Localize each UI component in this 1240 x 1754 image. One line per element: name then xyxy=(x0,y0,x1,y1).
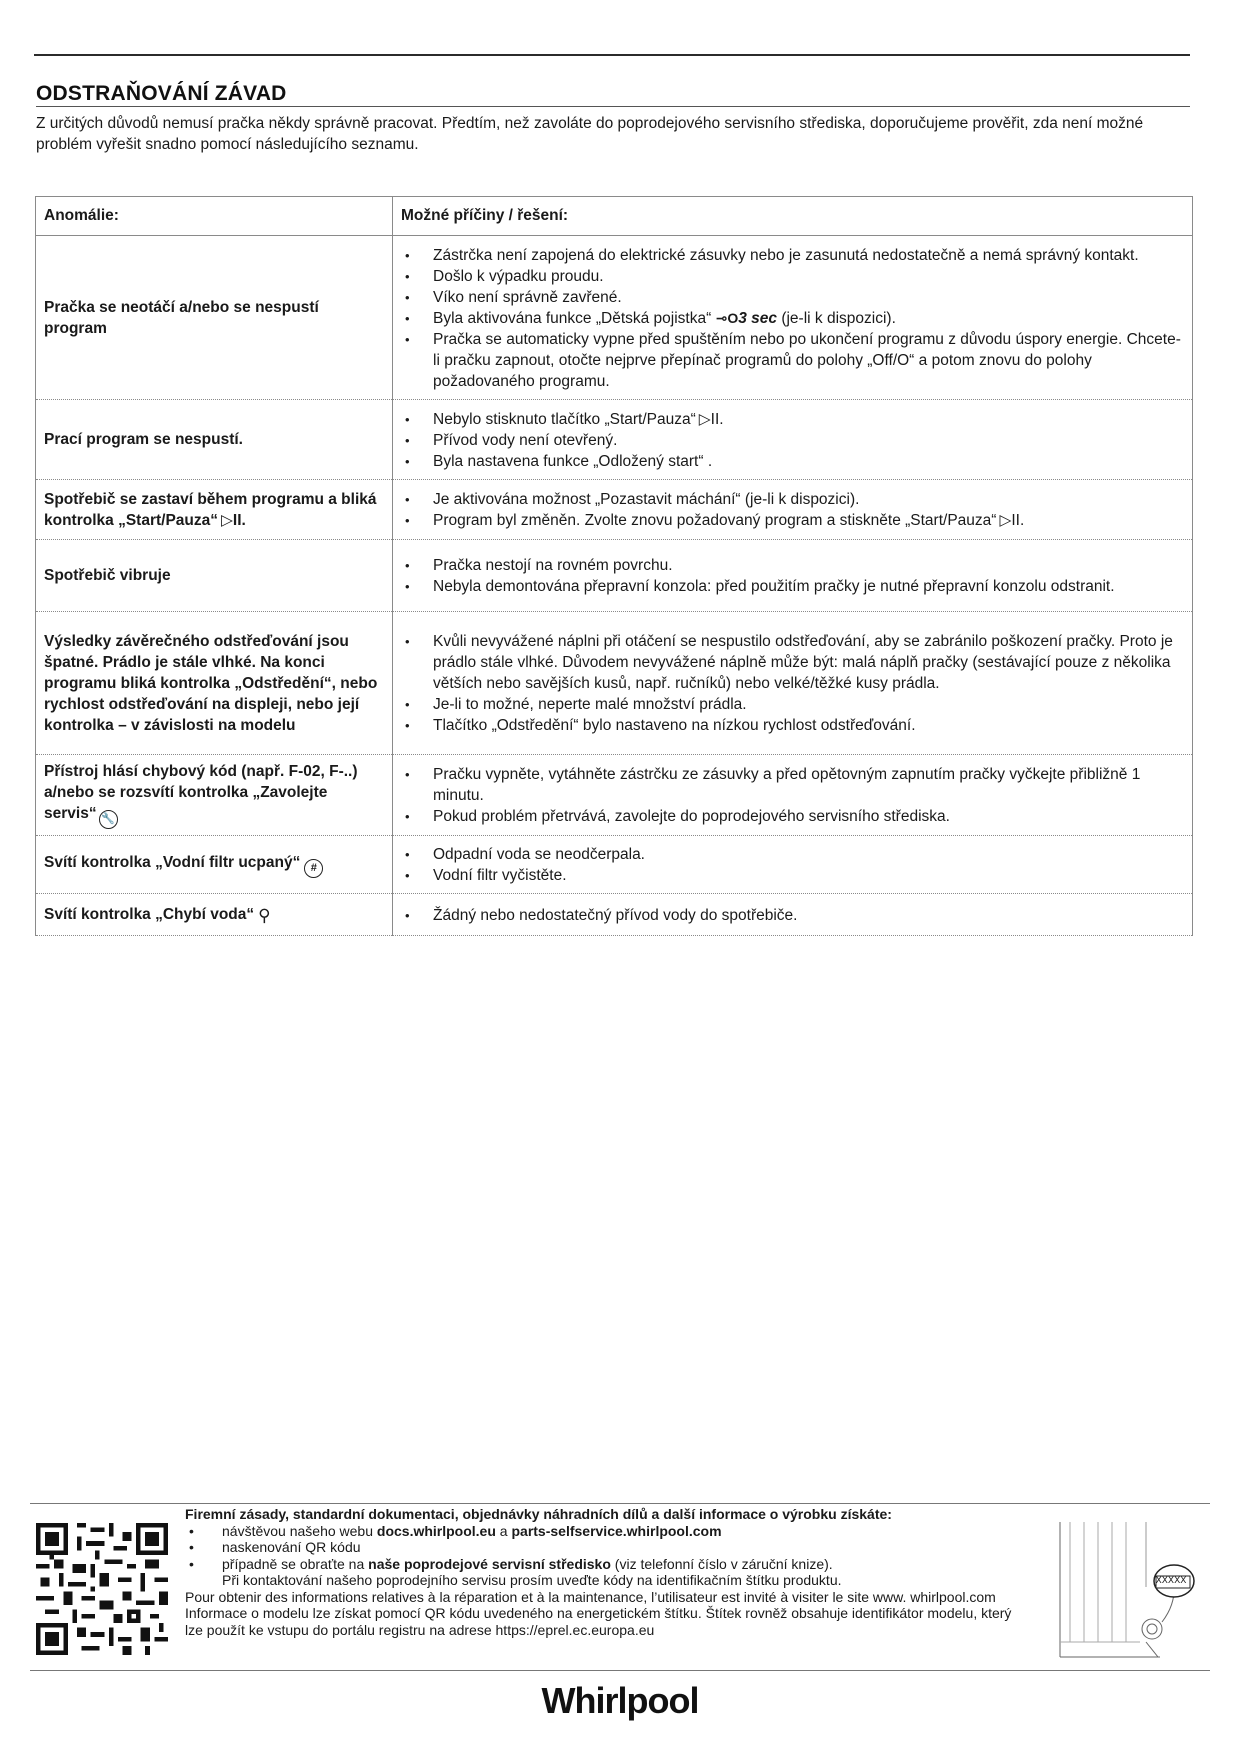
cause-text: Program byl změněn. Zvolte znovu požadovaný program a stiskněte „Start/Pauza“ xyxy=(433,512,997,529)
contact-bold: naše poprodejové servisní středisko xyxy=(368,1555,611,1572)
child-lock-icon: ⊸O xyxy=(715,309,739,326)
visit-prefix: návštěvou našeho webu xyxy=(222,1522,373,1539)
child-lock-suffix: (je-li k dispozici). xyxy=(781,309,896,327)
cause-item: • Pračka nestojí na rovném povrchu. xyxy=(401,555,1184,576)
cause-item: • Zástrčka není zapojená do elektrické zásuvky nebo je zasunutá nedostatečně a nemá správný kontakt. xyxy=(401,245,1184,266)
anomaly-cell xyxy=(36,894,393,936)
cause-item: • Nebyla demontována přepravní konzola: před použitím pračky je nutné přepravní konzolu odstranit. xyxy=(401,576,1184,597)
causes-cell xyxy=(393,400,1193,480)
anomaly-text: Svítí kontrolka „Vodní filtr ucpaný“ xyxy=(44,853,301,871)
anomaly-cell: Pračka se neotáčí a/nebo se nespustí program xyxy=(36,236,393,400)
qr-code xyxy=(36,1523,168,1655)
causes-cell xyxy=(393,540,1193,612)
intro-paragraph: Z určitých důvodů nemusí pračka někdy správně pracovat. Předtím, než zavoláte do poprodejového servisního střediska, doporučujeme prověřit, zda není možné problém vyřešit snadno pomocí následujícího seznamu. xyxy=(36,115,1144,153)
top-rule xyxy=(34,54,1190,56)
causes-cell xyxy=(393,836,1193,894)
table-row xyxy=(36,836,1193,894)
anomaly-text: Svítí kontrolka „Chybí voda“ xyxy=(44,905,255,923)
table-row xyxy=(36,540,1193,612)
causes-cell xyxy=(393,480,1193,540)
footer-info xyxy=(185,1506,1025,1638)
table-row xyxy=(36,612,1193,755)
start-pause-icon: ▷II. xyxy=(999,512,1025,529)
cause-item: • Odpadní voda se neodčerpala. xyxy=(401,844,1184,865)
contact-note: Při kontaktování našeho poprodejního servisu prosím uveďte kódy na identifikačním štítku produktu. xyxy=(222,1572,842,1588)
footer-heading: Firemní zásady, standardní dokumentaci, objednávky náhradních dílů a další informace o výrobku získáte: xyxy=(185,1506,892,1522)
table-row xyxy=(36,755,1193,836)
footer-rule-bottom xyxy=(30,1670,1210,1671)
cause-item: • Je aktivována možnost „Pozastavit máchání“ (je-li k dispozici). xyxy=(401,489,1184,510)
docs-link[interactable]: docs.whirlpool.eu xyxy=(376,1522,496,1539)
title-rule xyxy=(36,106,1190,107)
wrench-icon: 🔧 xyxy=(99,810,118,829)
cause-item xyxy=(401,409,1184,430)
cause-item: • Přívod vody není otevřený. xyxy=(401,430,1184,451)
cause-item: • Pračku vypněte, vytáhněte zástrčku ze zásuvky a před opětovným zapnutím pračky vyčkejte přibližně 1 minutu. xyxy=(401,764,1184,806)
causes-cell xyxy=(393,612,1193,755)
child-lock-time: 3 sec xyxy=(738,309,778,327)
start-pause-icon: ▷II. xyxy=(221,511,246,529)
cause-item: • Víko není správně zavřené. xyxy=(401,287,1184,308)
anomaly-cell: Výsledky závěrečného odstřeďování jsou špatné. Prádlo je stále vlhké. Na konci programu bliká kontrolka „Odstředění“, nebo rychlost odstřeďování na displeji, nebo její kontrolka – v závislosti na modelu xyxy=(36,612,393,755)
cause-item: • Pračka se automaticky vypne před spuštěním nebo po ukončení programu z důvodu úspory energie. Chcete-li pračku zapnout, otočte nejprve přepínač programů do polohy „Off/O“ a potom znovu do polohy požadovaného programu. xyxy=(401,329,1184,392)
footer-list-item: • naskenování QR kódu xyxy=(185,1539,1025,1556)
label-code: XXXXX xyxy=(1155,1576,1187,1586)
footer-list-item xyxy=(185,1523,1025,1540)
table-row xyxy=(36,236,1193,400)
cause-item: • Kvůli nevyvážené náplni při otáčení se nespustilo odstřeďování, aby se zabránilo poškození pračky. Proto je prádlo stále vlhké. Důvodem nevyvážené náplně může být: malá náplň pračky (sestávající pouze z několika větších nebo savějších kusů, např. ručníků) nebo velké/těžké kusy prádla. xyxy=(401,631,1184,694)
cause-item: • Žádný nebo nedostatečný přívod vody do spotřebiče. xyxy=(401,905,1184,926)
table-header-row xyxy=(36,197,1193,236)
contact-prefix: případně se obraťte na xyxy=(222,1555,365,1572)
section-title: ODSTRAŇOVÁNÍ ZÁVAD xyxy=(36,82,287,105)
water-filter-icon: # xyxy=(304,859,323,878)
anomaly-text: Přístroj hlásí chybový kód (např. F-02, F-..) a/nebo se rozsvítí kontrolka „Zavolejte servis“ xyxy=(44,763,358,822)
product-label-diagram xyxy=(1050,1517,1200,1662)
cause-item: • Je-li to možné, neperte malé množství prádla. xyxy=(401,694,1184,715)
header-anomaly: Anomálie: xyxy=(36,197,393,236)
cause-text: Nebylo stisknuto tlačítko „Start/Pauza“ xyxy=(433,410,696,428)
model-note: Informace o modelu lze získat pomocí QR kódu uvedeného na energetickém štítku. Štítek rovněž obsahuje identifikátor modelu, který lze použít ke vstupu do portálu registru na adrese https://eprel.ec.europa.eu xyxy=(185,1605,1012,1638)
start-pause-icon: ▷II. xyxy=(698,410,724,428)
cause-item xyxy=(401,308,1184,329)
cause-item: • Došlo k výpadku proudu. xyxy=(401,266,1184,287)
anomaly-text: Spotřebič se zastaví během programu a bliká kontrolka „Start/Pauza“ xyxy=(44,490,377,529)
table-row xyxy=(36,894,1193,936)
water-tap-icon: ⚲ xyxy=(258,905,271,925)
french-note: Pour obtenir des informations relatives à la réparation et à la maintenance, l’utilisateur est invité à visiter le site www. whirlpool.com xyxy=(185,1588,996,1605)
footer-list-item xyxy=(185,1556,1025,1573)
anomaly-cell xyxy=(36,755,393,836)
cause-item: • Byla nastavena funkce „Odložený start“ . xyxy=(401,451,1184,472)
visit-and: a xyxy=(499,1522,508,1539)
header-causes: Možné příčiny / řešení: xyxy=(393,197,1193,236)
cause-item: • Tlačítko „Odstředění“ bylo nastaveno na nízkou rychlost odstřeďování. xyxy=(401,715,1184,736)
cause-text: Byla aktivována funkce „Dětská pojistka“ xyxy=(433,309,712,327)
parts-link[interactable]: parts-selfservice.whirlpool.com xyxy=(511,1522,722,1539)
whirlpool-logo: Whirlpool xyxy=(541,1680,699,1721)
cause-item xyxy=(401,510,1184,531)
cause-item: • Vodní filtr vyčistěte. xyxy=(401,865,1184,886)
contact-suffix: (viz telefonní číslo v záruční knize). xyxy=(614,1555,833,1572)
anomaly-cell xyxy=(36,836,393,894)
anomaly-cell xyxy=(36,480,393,540)
causes-cell xyxy=(393,236,1193,400)
footer-rule-top xyxy=(30,1503,1210,1504)
troubleshooting-table xyxy=(35,196,1193,936)
cause-item: • Pokud problém přetrvává, zavolejte do poprodejového servisního střediska. xyxy=(401,806,1184,827)
causes-cell xyxy=(393,894,1193,936)
causes-cell xyxy=(393,755,1193,836)
anomaly-cell: Prací program se nespustí. xyxy=(36,400,393,480)
table-row xyxy=(36,400,1193,480)
table-row xyxy=(36,480,1193,540)
anomaly-cell: Spotřebič vibruje xyxy=(36,540,393,612)
